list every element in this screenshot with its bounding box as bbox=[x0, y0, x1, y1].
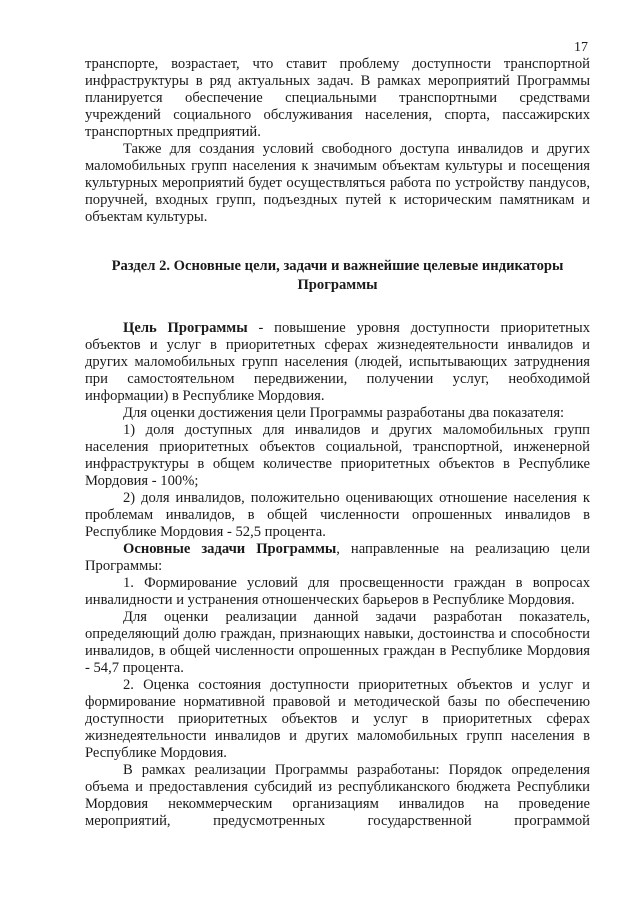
task-1-indicator: Для оценки реализации данной задачи разработан показатель, определяющий долю граждан, признающих навыки, достоинства и способности инвалидов, в общей численности опрошенных граждан в Республике Мордовия - 54,7 процента. bbox=[85, 609, 590, 676]
section-heading: Раздел 2. Основные цели, задачи и важнейшие целевые индикаторы Программы bbox=[111, 258, 564, 293]
goal-label: Цель Программы bbox=[123, 320, 248, 336]
tasks-label: Основные задачи Программы bbox=[123, 541, 337, 557]
paragraph-indicators-intro: Для оценки достижения цели Программы разработаны два показателя: bbox=[123, 405, 565, 421]
indicator-2: 2) доля инвалидов, положительно оценивающих отношение населения к проблемам инвалидов, в общей численности опрошенных инвалидов в Республике Мордовия - 52,5 процента. bbox=[85, 490, 590, 540]
paragraph-transport: транспорте, возрастает, что ставит проблему доступности транспортной инфраструктуры в ряд актуальных задач. В рамках мероприятий Программы планируется обеспечение специальными транспортными средствами учреждений социального обслуживания населения, спорта, пассажирских транспортных предприятий. bbox=[85, 56, 590, 140]
paragraph-culture-access: Также для создания условий свободного доступа инвалидов и других маломобильных групп населения к значимым объектам культуры и посещения культурных мероприятий будет осуществляться работа по устройству пандусов, поручней, входных групп, подъездных путей к историческим памятникам и объектам культуры. bbox=[85, 141, 590, 225]
page-number: 17 bbox=[574, 40, 588, 55]
task-2: 2. Оценка состояния доступности приоритетных объектов и услуг и формирование нормативной правовой и методической базы по обеспечению доступности приоритетных объектов и услуг в приоритетных сферах жизнедеятельности инвалидов и других маломобильных групп населения в Республике Мордовия. bbox=[85, 677, 590, 761]
document-body bbox=[85, 56, 590, 830]
paragraph-goal bbox=[85, 320, 590, 405]
indicator-1: 1) доля доступных для инвалидов и других маломобильных групп населения приоритетных объектов социальной, транспортной, инженерной инфраструктуры в общем количестве приоритетных объектов в Республике Мордовия - 100%; bbox=[85, 422, 590, 489]
paragraph-tasks bbox=[85, 541, 590, 575]
goal-text: - повышение уровня доступности приоритетных объектов и услуг в приоритетных сферах жизнедеятельности инвалидов и других маломобильных групп населения (людей, испытывающих затруднения при самостоятельном передвижении, получении услуг, необходимой информации) в Республике Мордовия. bbox=[85, 320, 590, 404]
tasks-text: , направленные на реализацию цели Программы: bbox=[85, 541, 590, 574]
task-1: 1. Формирование условий для просвещенности граждан в вопросах инвалидности и устранения отношенческих барьеров в Республике Мордовия. bbox=[85, 575, 590, 608]
paragraph-programme-realisation: В рамках реализации Программы разработаны: Порядок определения объема и предоставления субсидий из республиканского бюджета Республики Мордовия некоммерческим организациям инвалидов на проведение мероприятий, предусмотренных государственной программой bbox=[85, 762, 590, 829]
